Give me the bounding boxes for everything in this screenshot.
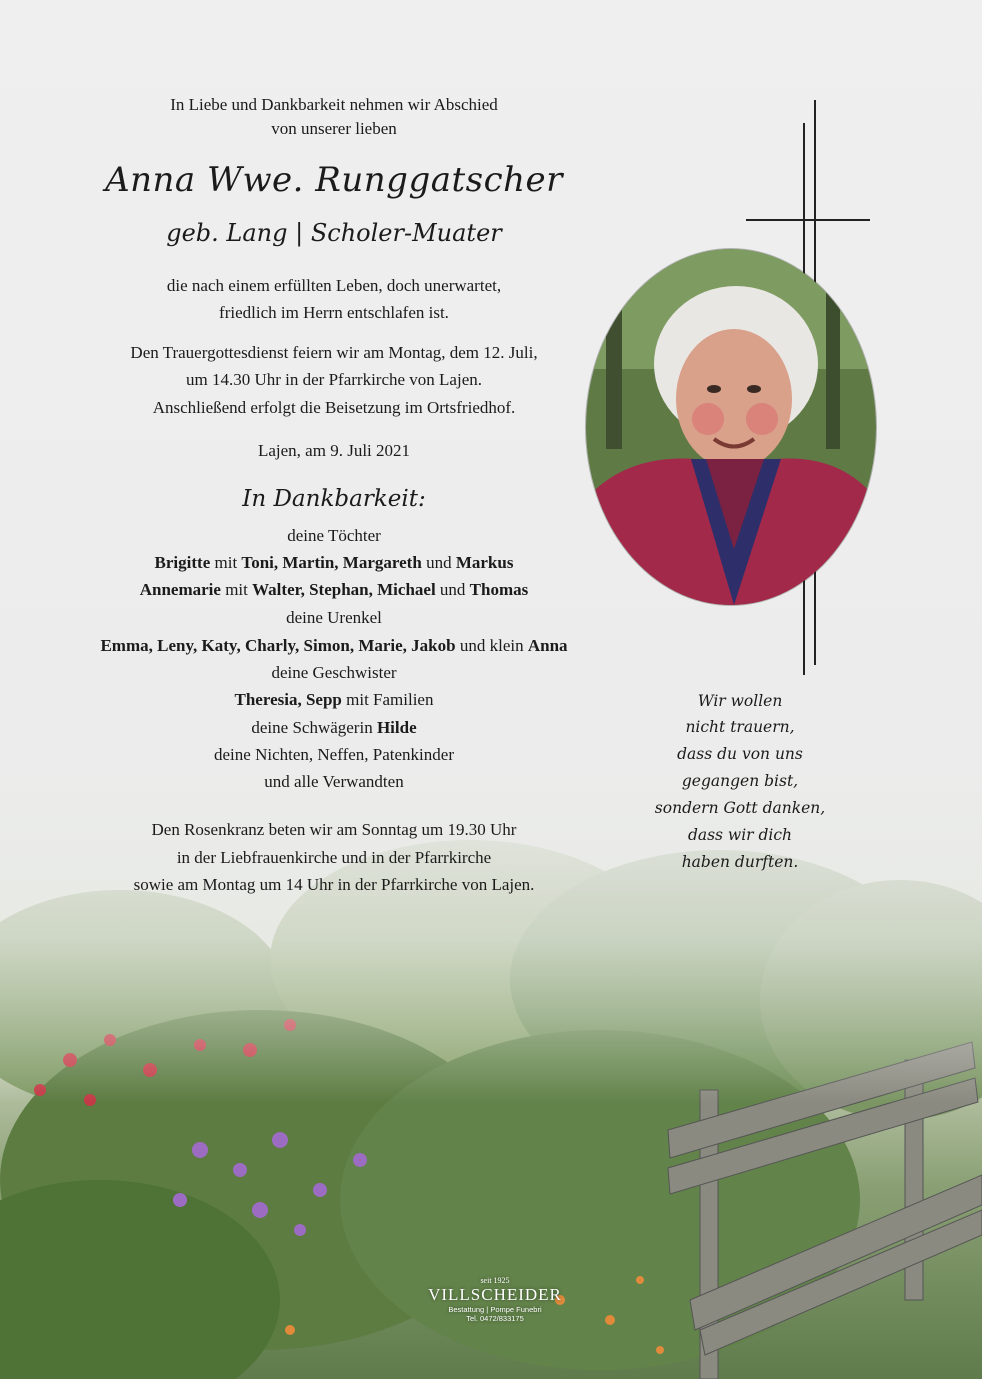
place-date: Lajen, am 9. Juli 2021 — [257, 441, 411, 460]
poem-line: haben durften. — [681, 853, 799, 871]
mourner-name: Theresia, Sepp — [234, 690, 342, 709]
connector-text: und klein — [455, 636, 528, 655]
connector-text: mit Familien — [341, 690, 434, 709]
mourner-name: Toni, Martin, Margareth — [241, 553, 422, 572]
passing-line-1: die nach einem erfüllten Leben, doch unerwartet, — [166, 276, 502, 295]
service-line-2: um 14.30 Uhr in der Pfarrkirche von Lajen. — [186, 370, 482, 389]
poem-line: dass du von uns — [677, 745, 803, 763]
service-line-1: Den Trauergottesdienst feiern wir am Montag, dem 12. Juli, — [130, 343, 538, 362]
logo-phone: Tel. 0472/833175 — [466, 1314, 524, 1323]
poem-line: gegangen bist, — [681, 772, 799, 790]
service-line-3: Anschließend erfolgt die Beisetzung im Ortsfriedhof. — [152, 398, 516, 417]
mourner-name: Emma, Leny, Katy, Charly, Simon, Marie, Jakob — [100, 636, 456, 655]
mourners-row-1 — [0, 553, 668, 573]
connector-text: und — [435, 580, 470, 599]
siblings-row — [0, 690, 668, 710]
poem-line: sondern Gott danken, — [654, 799, 826, 817]
mourner-name: Markus — [455, 553, 514, 572]
mourners-heading: In Dankbarkeit: — [242, 486, 426, 512]
rosary-line-3: sowie am Montag um 14 Uhr in der Pfarrkirche von Lajen. — [133, 875, 535, 894]
poem-line: Wir wollen — [697, 692, 783, 710]
deceased-name: Anna Wwe. Runggatscher — [105, 160, 563, 200]
mourners-row-2 — [0, 580, 668, 600]
siblings-label: deine Geschwister — [271, 663, 397, 682]
mourners-row-3 — [0, 636, 668, 656]
sister-in-law-row — [0, 718, 668, 738]
relatives-line: und alle Verwandten — [264, 772, 404, 791]
poem-line: dass wir dich — [687, 826, 793, 844]
cross-horizontal-bar — [746, 219, 870, 221]
passing-line-2: friedlich im Herrn entschlafen ist. — [219, 303, 449, 322]
intro-line-1: In Liebe und Dankbarkeit nehmen wir Abschied — [170, 95, 498, 114]
funeral-home-logo — [410, 1276, 580, 1323]
mourner-name: Hilde — [376, 718, 417, 737]
others-line: deine Nichten, Neffen, Patenkinder — [214, 745, 454, 764]
rosary-line-1: Den Rosenkranz beten wir am Sonntag um 19.30 Uhr — [151, 820, 517, 839]
rosary-line-2: in der Liebfrauenkirche und in der Pfarrkirche — [176, 848, 492, 867]
connector-text: deine Schwägerin — [251, 718, 377, 737]
grandchildren-label: deine Urenkel — [286, 608, 382, 627]
daughters-label: deine Töchter — [287, 526, 381, 545]
intro-line-2: von unserer lieben — [271, 119, 397, 138]
connector-text: mit — [210, 553, 242, 572]
mourner-name: Walter, Stephan, Michael — [252, 580, 436, 599]
logo-subtitle: Bestattung | Pompe Funebri — [448, 1305, 542, 1314]
poem-line: nicht trauern, — [685, 718, 795, 736]
mourner-name: Annemarie — [139, 580, 221, 599]
logo-since: seit 1925 — [480, 1276, 510, 1285]
logo-brand: VILLSCHEIDER — [428, 1285, 562, 1304]
mourner-name: Brigitte — [154, 553, 211, 572]
mourner-name: Anna — [527, 636, 568, 655]
connector-text: und — [421, 553, 456, 572]
mourner-name: Thomas — [469, 580, 529, 599]
deceased-maiden-name: geb. Lang | Scholer-Muater — [166, 219, 502, 247]
connector-text: mit — [220, 580, 253, 599]
